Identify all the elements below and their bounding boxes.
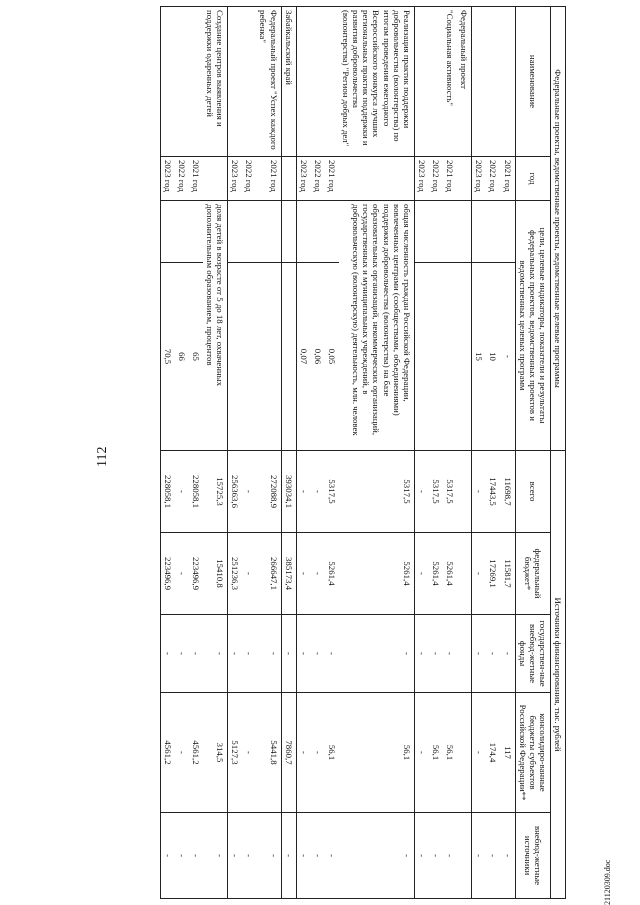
table-row [339,7,414,899]
row-federal: 15410,8 [203,533,228,615]
row-name: Федеральный проект [457,7,472,157]
row-federal: - [311,533,325,615]
row-extra: - [339,813,414,899]
row-year: 2022 год [175,157,189,201]
row-federal: 11581,7 [500,533,515,615]
row-name [325,7,339,157]
row-regional: - [175,693,189,813]
table-row [228,7,243,899]
row-state-funds [457,615,472,693]
row-state-funds: - [242,615,256,693]
row-total: 5317,5 [429,451,443,533]
row-federal: 223496,9 [189,533,203,615]
row-federal: 5261,4 [443,533,457,615]
row-state-funds: - [189,615,203,693]
row-regional: 56,1 [325,693,339,813]
row-state-funds: - [486,615,500,693]
table-row [486,7,500,899]
table-row [203,7,228,899]
row-regional: - [242,693,256,813]
row-regional: - [414,693,429,813]
row-total: - [311,451,325,533]
row-extra: - [311,813,325,899]
row-extra: - [242,813,256,899]
row-regional: 56,1 [429,693,443,813]
row-year [281,157,296,201]
row-regional: 174,4 [486,693,500,813]
row-state-funds: - [175,615,189,693]
row-name [472,7,487,157]
row-regional: 117 [500,693,515,813]
row-indicator [429,263,443,451]
row-name: Реализация практик поддержки добровольчества (волонтерства) по итогам проведения ежегодного Всероссийского конкурса лучших региональных практик поддержки и развития добровольчества (волонтерства) "Регион добрых дел" [339,7,414,157]
header-extra: внебюд-жетные источники [515,813,550,899]
row-indicator [281,263,296,451]
row-state-funds: - [311,615,325,693]
row-year: 2023 год [228,157,243,201]
row-goal [457,201,472,263]
table-row [189,7,203,899]
table-row [311,7,325,899]
row-goal [281,201,296,263]
page-number: 112 [95,446,110,467]
row-extra: - [256,813,281,899]
row-federal: 5261,4 [325,533,339,615]
row-regional: 56,1 [339,693,414,813]
row-regional: 314,5 [203,693,228,813]
row-name [242,7,256,157]
row-name [160,7,175,157]
row-name [228,7,243,157]
row-federal: 266647,1 [256,533,281,615]
row-year: 2023 год [296,157,311,201]
row-indicator [256,263,281,451]
row-extra: - [500,813,515,899]
row-extra: - [472,813,487,899]
row-goal [160,201,175,263]
row-extra: - [160,813,175,899]
row-state-funds: - [325,615,339,693]
row-state-funds: - [296,615,311,693]
row-extra: - [486,813,500,899]
row-goal [256,201,281,263]
row-regional: 5127,3 [228,693,243,813]
row-state-funds: - [500,615,515,693]
row-year [203,157,228,201]
row-federal: 223496,9 [160,533,175,615]
row-extra: - [189,813,203,899]
row-regional: - [311,693,325,813]
row-federal: - [175,533,189,615]
document-footer: 21120309.doc [603,859,612,905]
row-name [311,7,325,157]
row-total: 228058,1 [189,451,203,533]
row-total: - [414,451,429,533]
row-year: 2023 год [160,157,175,201]
row-goal [228,201,243,263]
row-year: 2021 год [325,157,339,201]
row-total: 272088,9 [256,451,281,533]
row-total: 11698,7 [500,451,515,533]
row-indicator [443,263,457,451]
row-state-funds: - [414,615,429,693]
row-extra: - [228,813,243,899]
row-year: 2021 год [256,157,281,201]
row-extra: - [296,813,311,899]
row-state-funds: - [256,615,281,693]
row-federal: - [296,533,311,615]
row-state-funds: - [443,615,457,693]
row-name [175,7,189,157]
row-total: 5317,5 [325,451,339,533]
table-row [472,7,487,899]
row-total: 17443,5 [486,451,500,533]
row-year: 2021 год [443,157,457,201]
table-row [160,7,175,899]
row-regional: 4561,2 [160,693,175,813]
table-row [325,7,339,899]
row-regional: 5441,8 [256,693,281,813]
row-indicator [228,263,243,451]
row-federal: - [242,533,256,615]
row-indicator: 10 [486,263,500,451]
table-row [429,7,443,899]
row-goal [296,201,311,263]
row-year: 2022 год [242,157,256,201]
table-row [414,7,429,899]
row-year: 2022 год [311,157,325,201]
row-goal [175,201,189,263]
row-extra: - [281,813,296,899]
row-extra: - [429,813,443,899]
row-federal [457,533,472,615]
row-name [189,7,203,157]
row-extra: - [203,813,228,899]
row-year: 2023 год [414,157,429,201]
row-extra: - [414,813,429,899]
header-goals: цели, целевые индикаторы, показатели и результаты федеральных проектов, ведомственных проектов и ведомственных целевых программ [515,201,550,451]
row-regional: 4561,2 [189,693,203,813]
row-extra: - [175,813,189,899]
header-federal: федеральный бюджет* [515,533,550,615]
row-name [500,7,515,157]
row-indicator: - [500,263,515,451]
row-state-funds: - [203,615,228,693]
row-name [296,7,311,157]
row-indicator: 15 [472,263,487,451]
header-name: наименование [515,7,550,157]
row-goal [242,201,256,263]
row-state-funds: - [339,615,414,693]
row-goal [472,201,487,263]
row-name: "Социальная активность" [443,7,457,157]
row-total: 393034,1 [281,451,296,533]
row-indicator: 0,05 [325,263,339,451]
row-name [486,7,500,157]
row-federal: 5261,4 [339,533,414,615]
table-row [296,7,311,899]
row-federal: - [414,533,429,615]
header-funding-sources: Источники финансирования, тыс. рублей [550,451,565,899]
row-name [429,7,443,157]
row-goal [486,201,500,263]
row-regional: - [296,693,311,813]
row-name [414,7,429,157]
row-goal [325,201,339,263]
row-indicator [242,263,256,451]
header-regional: консолидиро-ванные бюджеты субъектов Российской Федерации** [515,693,550,813]
table-row [242,7,256,899]
row-total [457,451,472,533]
row-total: 5317,5 [339,451,414,533]
row-goal [429,201,443,263]
row-year: 2023 год [472,157,487,201]
table-row [256,7,281,899]
row-state-funds: - [429,615,443,693]
row-state-funds: - [472,615,487,693]
row-indicator: 65 [189,263,203,451]
row-indicator [457,263,472,451]
row-year: 2022 год [486,157,500,201]
row-extra: - [325,813,339,899]
row-federal: 5261,4 [429,533,443,615]
row-total: 5317,5 [443,451,457,533]
row-federal: 385173,4 [281,533,296,615]
row-total: - [175,451,189,533]
row-goal [414,201,429,263]
row-regional [457,693,472,813]
row-state-funds: - [228,615,243,693]
header-state-funds: государствен-ные внебюд-жетные фонды [515,615,550,693]
row-state-funds: - [281,615,296,693]
table-body [160,7,515,899]
header-total: всего [515,451,550,533]
table-row [500,7,515,899]
row-name: Создание центров выявления и поддержки одаренных детей [203,7,228,157]
row-regional: 7860,7 [281,693,296,813]
row-goal: общая численность граждан Российской Федерации, вовлеченных центрами (сообществами, объединениями) поддержки добровольчества (волонтерства) на базе образовательных организаций, некоммерческих организаций, государственных и муниципальных учреждений, в добровольческую (волонтерскую) деятельность, млн. человек [339,201,414,451]
row-total: 228058,1 [160,451,175,533]
table-row [443,7,457,899]
row-year: 2022 год [429,157,443,201]
row-year [457,157,472,201]
row-year: 2021 год [500,157,515,201]
row-indicator: 66 [175,263,189,451]
row-state-funds: - [160,615,175,693]
row-total: 256363,6 [228,451,243,533]
row-goal: доля детей в возрасте от 5 до 18 лет, охваченных дополнительным образованием, процентов [203,201,228,451]
row-federal: 251236,3 [228,533,243,615]
row-indicator: 0,06 [311,263,325,451]
table-row [175,7,189,899]
row-goal [500,201,515,263]
row-total: - [242,451,256,533]
row-regional: 56,1 [443,693,457,813]
row-total: - [296,451,311,533]
row-regional: - [472,693,487,813]
row-year: 2021 год [189,157,203,201]
row-extra: - [443,813,457,899]
header-group-projects: Федеральные проекты, ведомственные проекты, ведомственные целевые программы [550,7,565,451]
table-header [515,7,565,899]
funding-table [160,6,566,899]
row-goal [311,201,325,263]
table-row [457,7,472,899]
row-name: Забайкальский край [281,7,296,157]
row-goal [189,201,203,263]
row-federal: - [472,533,487,615]
row-indicator: 70,5 [160,263,175,451]
header-year: год [515,157,550,201]
row-federal: 17269,1 [486,533,500,615]
row-name: Федеральный проект "Успех каждого ребенка" [256,7,281,157]
row-indicator [414,263,429,451]
row-goal [443,201,457,263]
row-year [339,157,414,201]
row-total: 15725,3 [203,451,228,533]
row-indicator: 0,07 [296,263,311,451]
row-extra [457,813,472,899]
row-total: - [472,451,487,533]
rotated-table-page [52,6,566,898]
table-row [281,7,296,899]
